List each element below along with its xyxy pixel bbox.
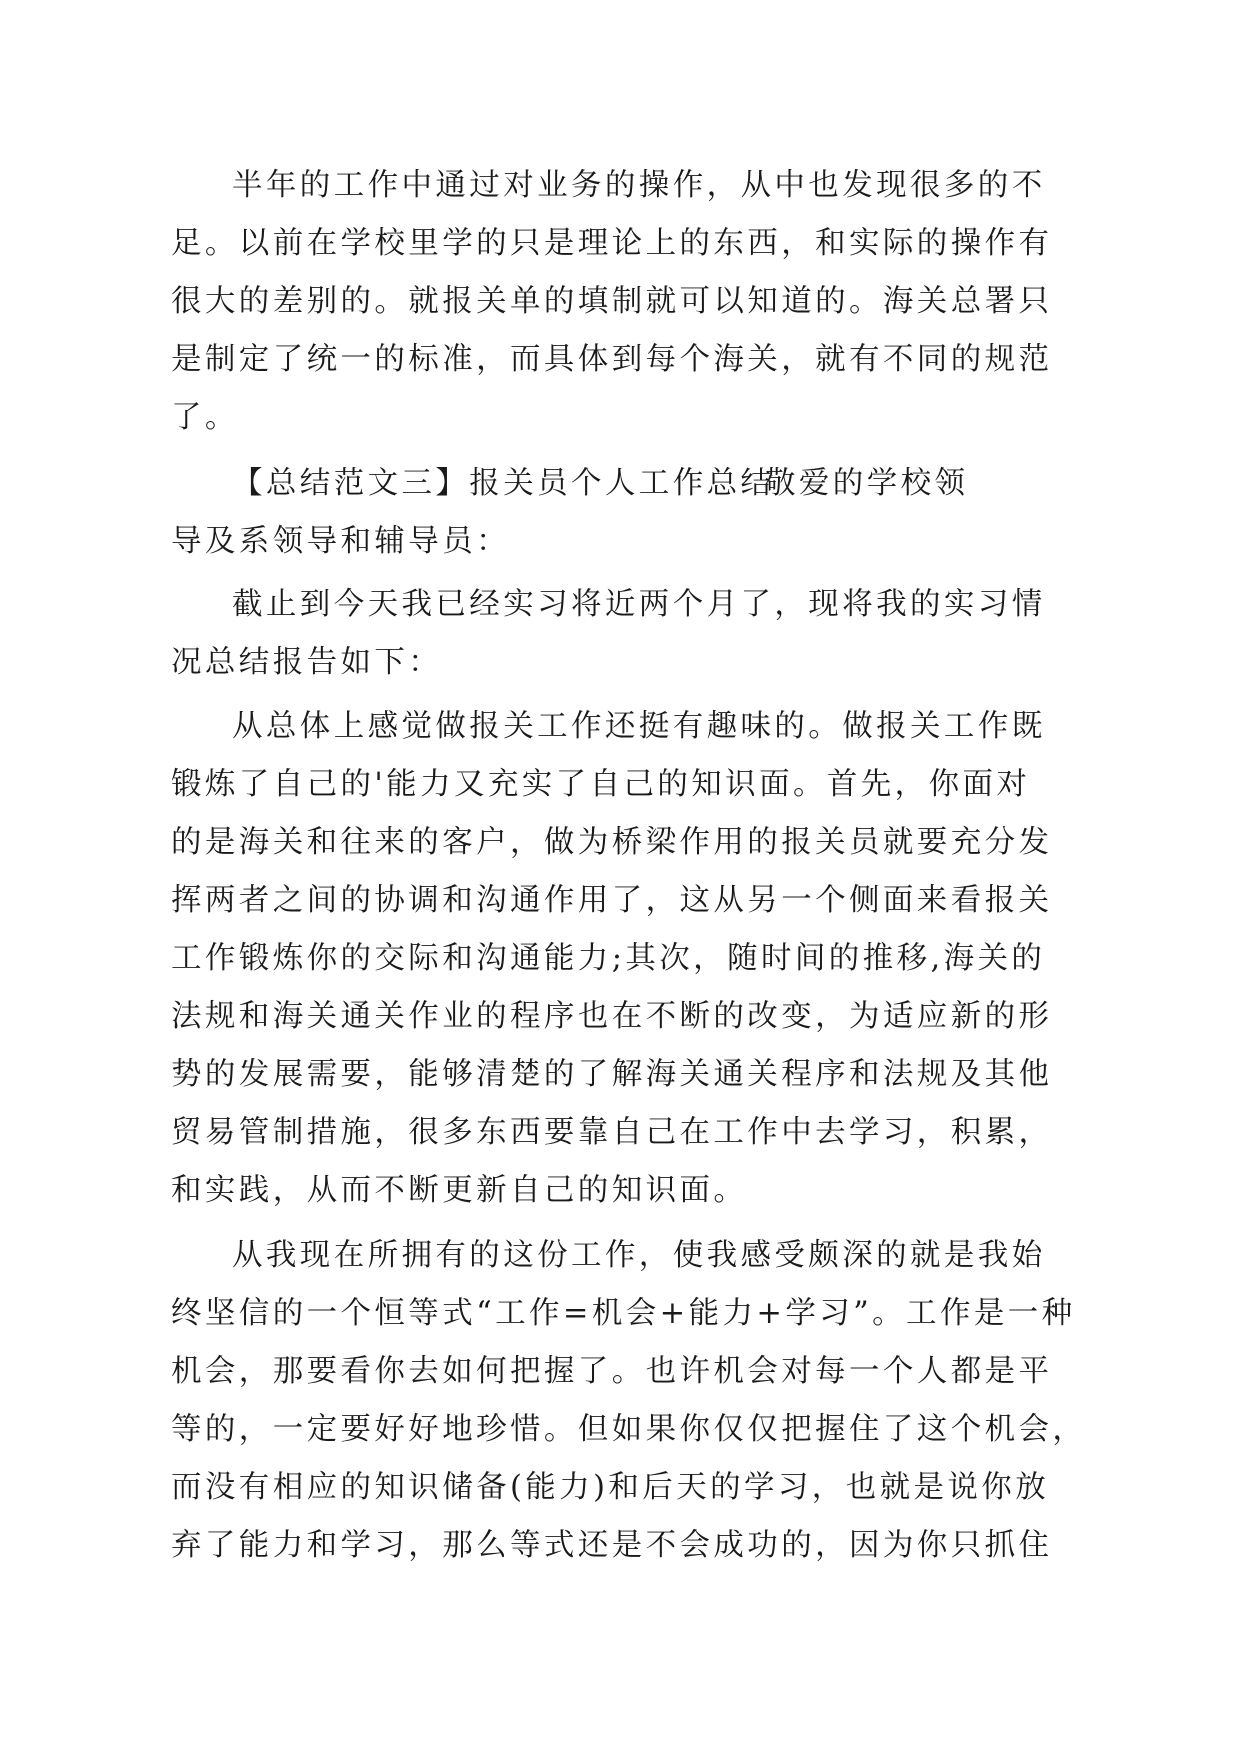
text-line: 终坚信的一个恒等式“工作=机会+能力+学习”。工作是一种 xyxy=(171,1296,1076,1331)
text-line: 挥两者之间的协调和沟通作用了，这从另一个侧面来看报关 xyxy=(171,883,1053,918)
paragraph-3-line-1 xyxy=(0,575,1241,635)
salutation-end: 导及系领导和辅导员： xyxy=(171,524,510,559)
paragraph-4-line-9 xyxy=(0,1161,1241,1221)
text-line: 足。以前在学校里学的只是理论上的东西，和实际的操作有 xyxy=(171,226,1053,261)
paragraph-2-line-1 xyxy=(0,454,1241,514)
text-line: 锻炼了自己的'能力又充实了自己的知识面。首先，你面对 xyxy=(171,767,1031,802)
paragraph-1-line-4 xyxy=(0,330,1241,390)
text-line: 的是海关和往来的客户，做为桥梁作用的报关员就要充分发 xyxy=(171,825,1053,860)
text-line: 和实践，从而不断更新自己的知识面。 xyxy=(171,1173,748,1208)
text-line: 很大的差别的。就报关单的填制就可以知道的。海关总署只 xyxy=(171,284,1053,319)
text-line: 而没有相应的知识储备(能力)和后天的学习，也就是说你放 xyxy=(171,1470,1050,1505)
salutation-start: 敬爱的学校领 xyxy=(765,466,969,501)
text-line: 势的发展需要，能够清楚的了解海关通关程序和法规及其他 xyxy=(171,1057,1053,1092)
text-line: 工作锻炼你的交际和沟通能力;其次，随时间的推移,海关的 xyxy=(171,941,1046,976)
paragraph-4-line-5 xyxy=(0,929,1241,989)
text-line: 弃了能力和学习，那么等式还是不会成功的，因为你只抓住 xyxy=(171,1528,1053,1563)
paragraph-4-line-1 xyxy=(0,697,1241,757)
text-line: 了。 xyxy=(171,400,239,435)
paragraph-1-line-2 xyxy=(0,214,1241,274)
text-line: 是制定了统一的标准，而具体到每个海关，就有不同的规范 xyxy=(171,342,1053,377)
paragraph-2-line-2 xyxy=(0,512,1241,572)
text-line: 法规和海关通关作业的程序也在不断的改变，为适应新的形 xyxy=(171,999,1053,1034)
paragraph-4-line-6 xyxy=(0,987,1241,1047)
paragraph-1-line-5 xyxy=(0,388,1241,448)
paragraph-4-line-2 xyxy=(0,755,1241,815)
paragraph-4-line-4 xyxy=(0,871,1241,931)
paragraph-4-line-8 xyxy=(0,1103,1241,1163)
paragraph-5-line-4 xyxy=(0,1400,1241,1460)
text-line: 等的，一定要好好地珍惜。但如果你仅仅把握住了这个机会， xyxy=(171,1412,1087,1447)
text-line: 半年的工作中通过对业务的操作，从中也发现很多的不 xyxy=(232,168,1046,203)
section-heading: 【总结范文三】报关员个人工作总结 xyxy=(232,466,775,501)
paragraph-3-line-2 xyxy=(0,633,1241,693)
paragraph-5-line-6 xyxy=(0,1516,1241,1576)
text-line: 从我现在所拥有的这份工作，使我感受颇深的就是我始 xyxy=(232,1238,1046,1273)
text-line: 况总结报告如下： xyxy=(171,645,443,680)
text-line: 贸易管制措施，很多东西要靠自己在工作中去学习，积累， xyxy=(171,1115,1053,1150)
paragraph-4-line-3 xyxy=(0,813,1241,873)
paragraph-5-line-3 xyxy=(0,1342,1241,1402)
paragraph-5-line-1 xyxy=(0,1226,1241,1286)
text-line: 机会，那要看你去如何把握了。也许机会对每一个人都是平 xyxy=(171,1354,1053,1389)
paragraph-5-line-2 xyxy=(0,1284,1241,1344)
paragraph-4-line-7 xyxy=(0,1045,1241,1105)
paragraph-5-line-5 xyxy=(0,1458,1241,1518)
text-line: 截止到今天我已经实习将近两个月了，现将我的实习情 xyxy=(232,587,1046,622)
text-line: 从总体上感觉做报关工作还挺有趣味的。做报关工作既 xyxy=(232,709,1046,744)
paragraph-1-line-3 xyxy=(0,272,1241,332)
paragraph-1-line-1 xyxy=(0,156,1241,216)
